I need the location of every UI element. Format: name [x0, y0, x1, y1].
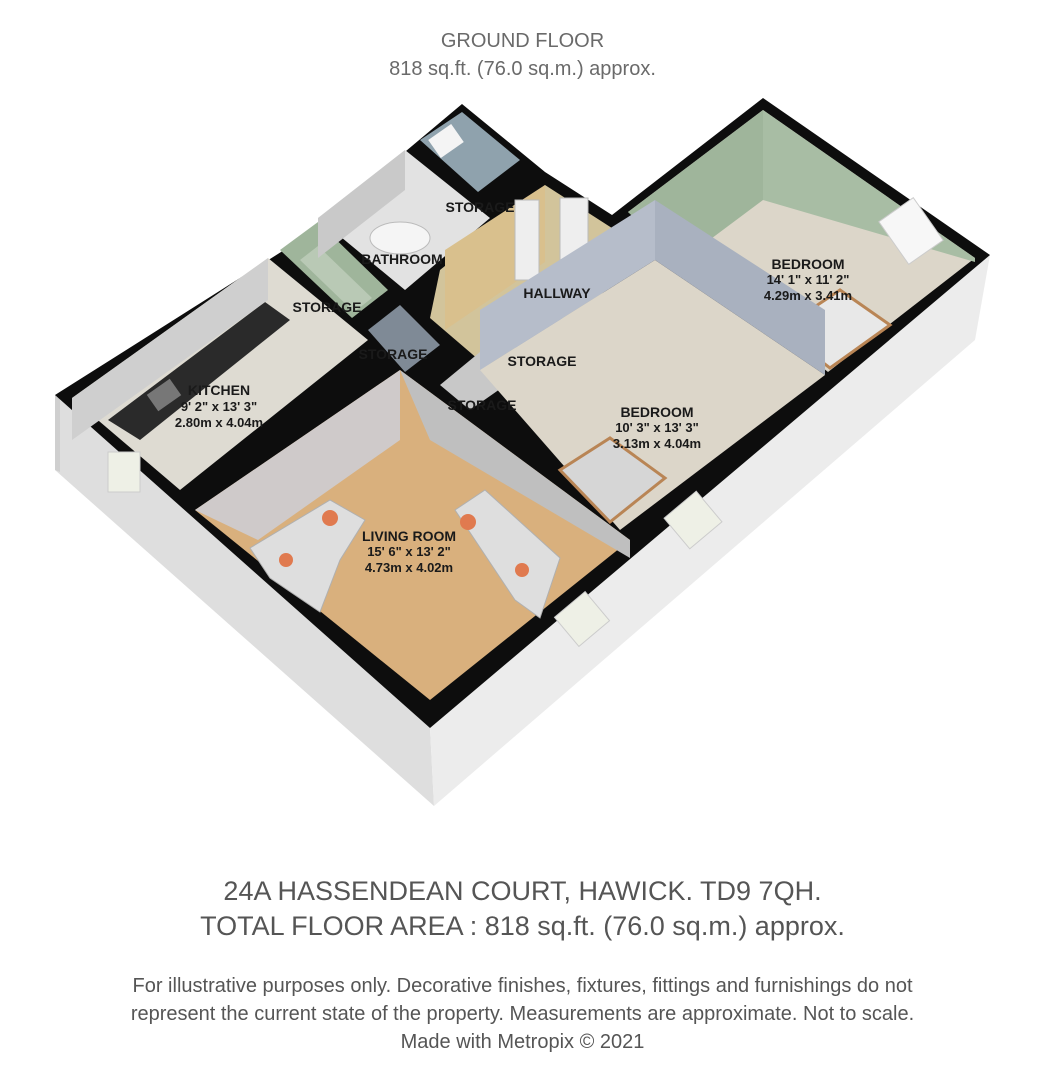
bedroom-small-metric: 3.13m x 4.04m	[612, 436, 702, 451]
storage-right-label: STORAGE	[507, 353, 577, 369]
bedroom-small-imperial: 10' 3" x 13' 3"	[615, 420, 699, 435]
storage-top-label: STORAGE	[445, 199, 515, 215]
living-room-imperial: 15' 6" x 13' 2"	[367, 544, 451, 559]
cushion-icon	[322, 510, 338, 526]
exterior-wall-top	[55, 395, 60, 472]
hallway-door-1	[515, 200, 539, 280]
total-floor-area: TOTAL FLOOR AREA : 818 sq.ft. (76.0 sq.m.) approx.	[200, 911, 845, 941]
bedroom-large-metric: 4.29m x 3.41m	[763, 288, 853, 303]
bathtub-icon	[370, 222, 430, 254]
cushion-icon	[279, 553, 293, 567]
cushion-icon	[515, 563, 529, 577]
floor-area: 818 sq.ft. (76.0 sq.m.) approx.	[389, 58, 656, 80]
living-room-label: LIVING ROOM	[361, 528, 457, 544]
window-icon	[108, 452, 140, 492]
disclaimer-line-2: represent the current state of the property. Measurements are approximate. Not to scale.	[130, 1003, 915, 1025]
bedroom-large-imperial: 14' 1" x 11' 2"	[766, 272, 850, 287]
floor-title: GROUND FLOOR	[440, 30, 605, 52]
cushion-icon	[460, 514, 476, 530]
kitchen-imperial: 9' 2" x 13' 3"	[180, 399, 258, 414]
disclaimer-line-1: For illustrative purposes only. Decorative finishes, fixtures, fittings and furnishings do not	[132, 975, 913, 997]
property-address: 24A HASSENDEAN COURT, HAWICK. TD9 7QH.	[223, 876, 822, 906]
bedroom-large-label: BEDROOM	[771, 256, 845, 272]
credit-line: Made with Metropix © 2021	[400, 1031, 645, 1053]
storage-lower-label: STORAGE	[447, 397, 517, 413]
kitchen-label: KITCHEN	[187, 382, 251, 398]
kitchen-metric: 2.80m x 4.04m	[174, 415, 264, 430]
storage-mid-label: STORAGE	[358, 346, 428, 362]
living-room-metric: 4.73m x 4.02m	[364, 560, 454, 575]
storage-left-label: STORAGE	[292, 299, 362, 315]
bathroom-label: BATHROOM	[361, 251, 443, 267]
bedroom-small-label: BEDROOM	[620, 404, 694, 420]
hallway-label: HALLWAY	[523, 285, 591, 301]
